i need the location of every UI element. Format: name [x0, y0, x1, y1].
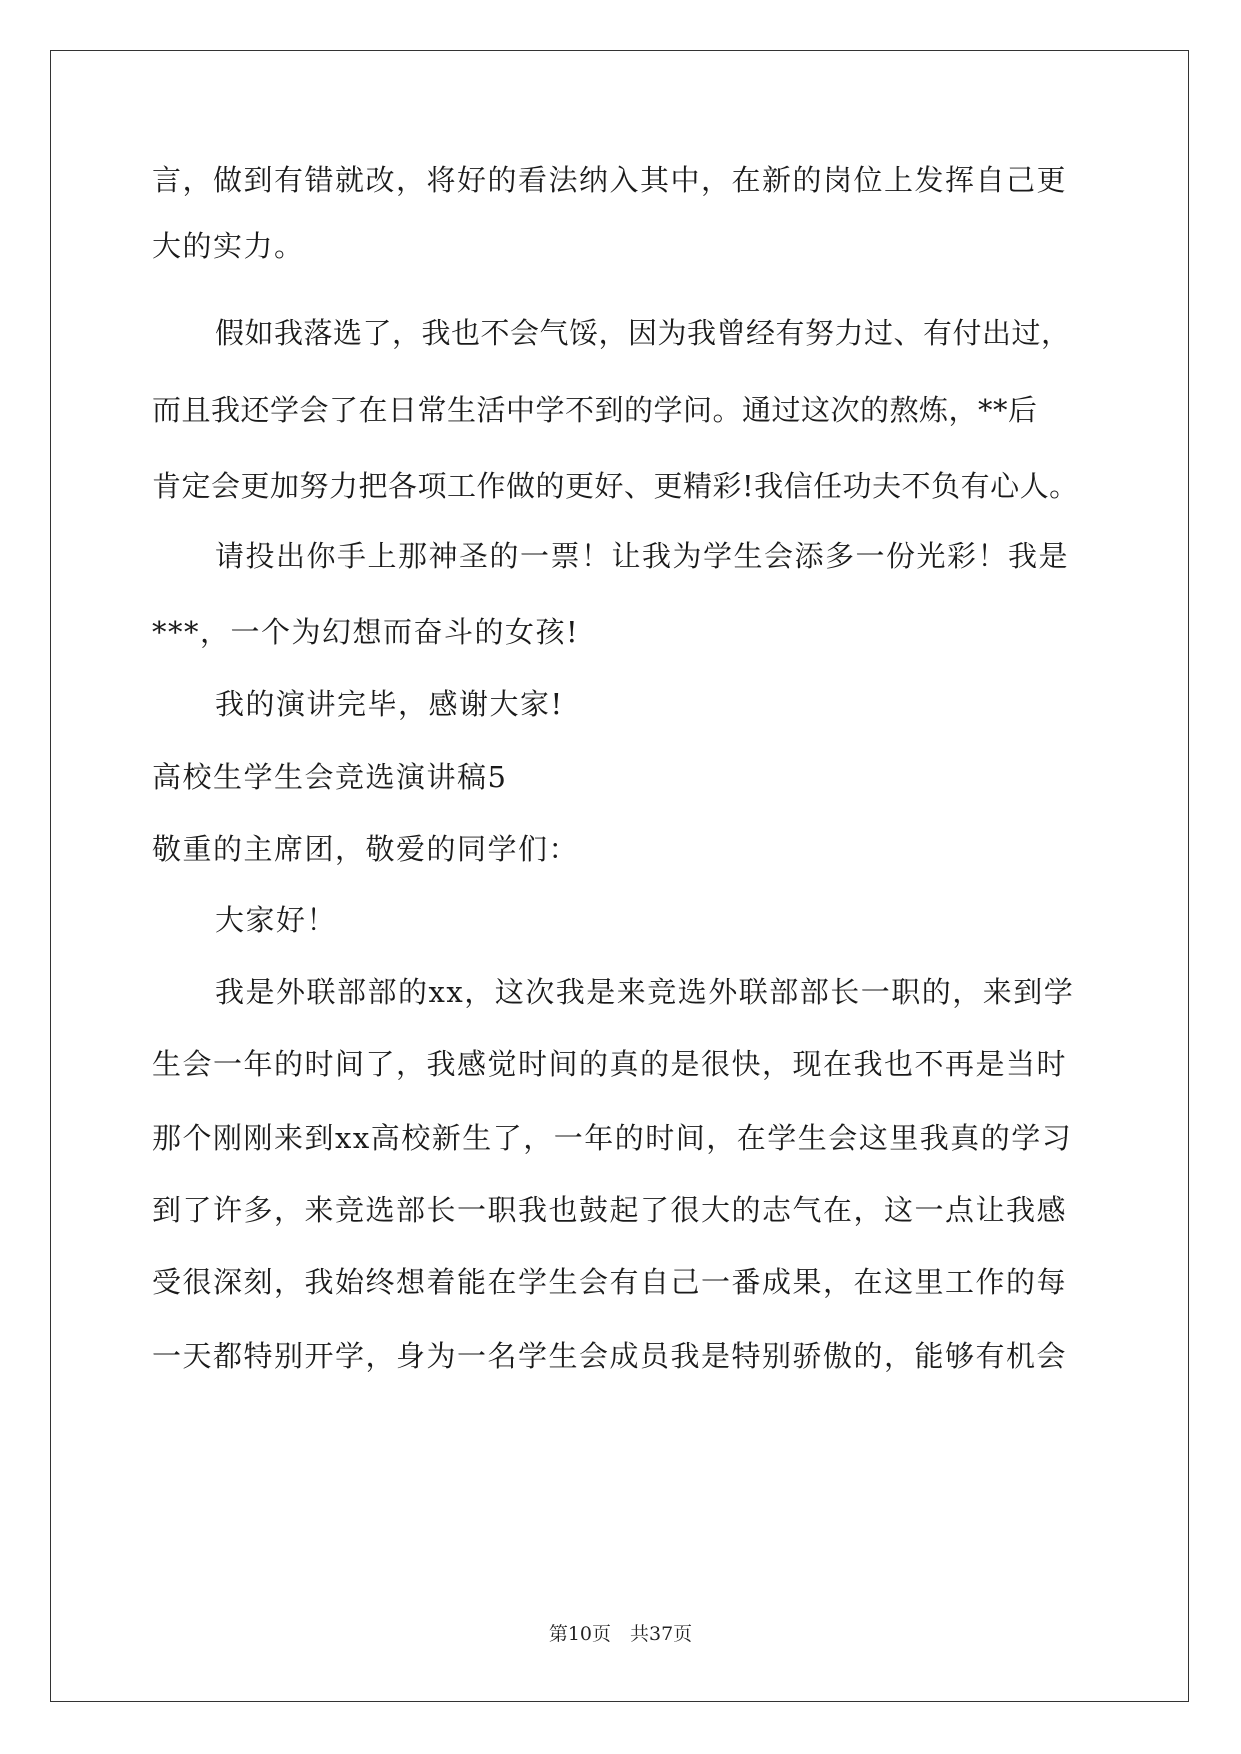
- paragraph-start-line: 假如我落选了，我也不会气馁，因为我曾经有努力过、有付出过，: [215, 316, 1071, 350]
- text-line: 受很深刻，我始终想着能在学生会有自己一番成果，在这里工作的每: [152, 1265, 1068, 1299]
- paragraph-start-line: 请投出你手上那神圣的一票！让我为学生会添多一份光彩！我是: [215, 539, 1070, 573]
- text-line: 言，做到有错就改，将好的看法纳入其中，在新的岗位上发挥自己更: [152, 163, 1068, 197]
- greeting-line: 大家好！: [215, 903, 338, 937]
- page-number-footer: 第10页 共37页: [548, 1623, 693, 1645]
- paragraph-start-line: 我是外联部部的xx，这次我是来竞选外联部部长一职的，来到学: [215, 975, 1075, 1009]
- page-border: [50, 50, 1189, 1702]
- text-line: 到了许多，来竞选部长一职我也鼓起了很大的志气在，这一点让我感: [152, 1193, 1068, 1227]
- text-line: 而且我还学会了在日常生活中学不到的学问。通过这次的熬炼，**后: [152, 393, 1038, 427]
- text-line: 生会一年的时间了，我感觉时间的真的是很快，现在我也不再是当时: [152, 1047, 1068, 1081]
- text-line: 那个刚刚来到xx高校新生了，一年的时间，在学生会这里我真的学习: [152, 1121, 1073, 1155]
- text-line: ***，一个为幻想而奋斗的女孩!: [152, 615, 580, 649]
- text-line: 大的实力。: [152, 229, 305, 263]
- paragraph-start-line: 我的演讲完毕，感谢大家!: [215, 687, 564, 721]
- text-line: 一天都特别开学，身为一名学生会成员我是特别骄傲的，能够有机会: [152, 1339, 1068, 1373]
- salutation-line: 敬重的主席团，敬爱的同学们：: [152, 832, 580, 866]
- section-heading: 高校生学生会竞选演讲稿5: [152, 760, 508, 794]
- text-line: 肯定会更加努力把各项工作做的更好、更精彩!我信任功夫不负有心人。: [152, 469, 1079, 503]
